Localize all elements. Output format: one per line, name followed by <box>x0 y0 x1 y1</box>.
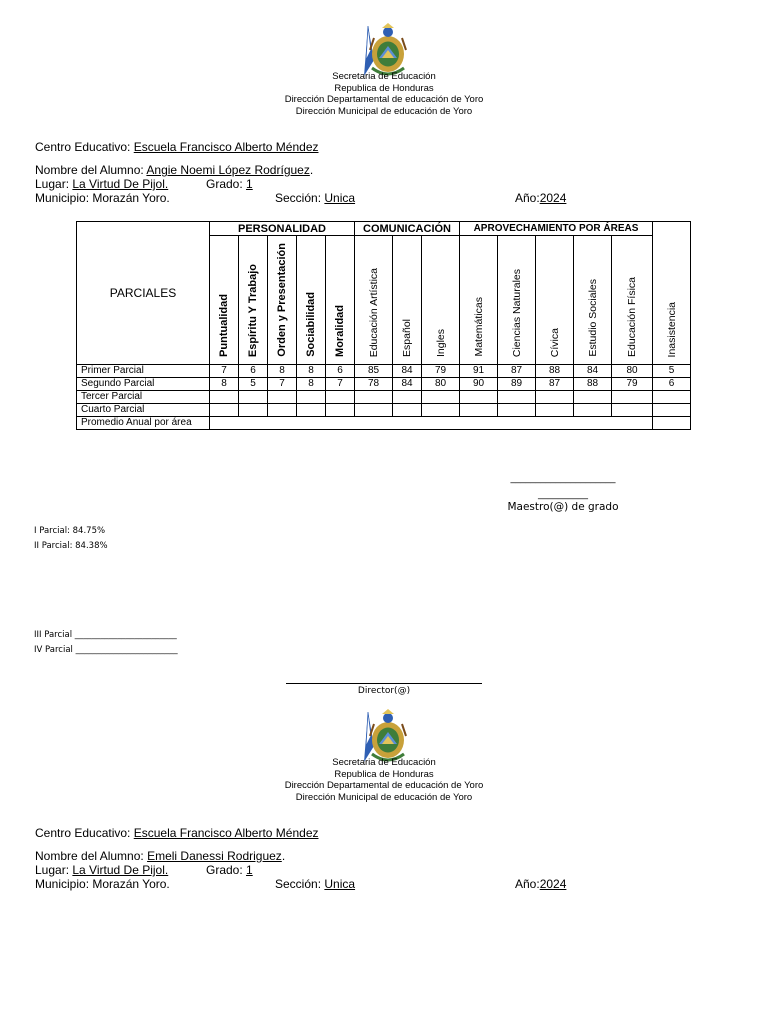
alumno-line: Nombre del Alumno: Angie Noemi López Rodríguez. <box>35 163 314 177</box>
lugar-value: La Virtud De Pijol. <box>72 863 169 877</box>
institution-header <box>0 71 768 117</box>
subject-label: Español <box>401 319 413 357</box>
header-line: Dirección Departamental de educación de Yoro <box>284 94 484 105</box>
grade-cell <box>326 404 355 417</box>
grade-cell <box>422 391 460 404</box>
municipio-value: Morazán Yoro. <box>92 877 170 891</box>
grade-cell <box>393 404 422 417</box>
subject-header <box>239 236 268 365</box>
subject-header <box>460 236 498 365</box>
alumno-value: Angie Noemi López Rodríguez <box>146 163 310 177</box>
municipio-label: Municipio: <box>35 877 90 891</box>
anio-line <box>515 191 566 205</box>
grade-cell: 8 <box>297 378 326 391</box>
lugar-line <box>35 863 168 877</box>
anio-value: 2024 <box>539 191 567 205</box>
summary-parcial-3: III Parcial ________________________ <box>34 630 177 640</box>
subject-label: Moralidad <box>334 305 346 357</box>
lugar-label: Lugar: <box>35 177 70 191</box>
grade-cell: 7 <box>210 365 239 378</box>
summary-parcial-2: II Parcial: 84.38% <box>34 541 108 551</box>
grado-value: 1 <box>246 863 253 877</box>
grades-table <box>76 221 691 430</box>
group-comunicacion: COMUNICACIÓN <box>355 222 460 236</box>
grade-cell: 85 <box>355 365 393 378</box>
parciales-header: PARCIALES <box>77 222 210 365</box>
grade-cell: 6 <box>326 365 355 378</box>
subject-label: Sociabilidad <box>305 292 317 357</box>
grade-cell <box>297 391 326 404</box>
subject-header <box>268 236 297 365</box>
grade-cell: 5 <box>239 378 268 391</box>
grade-cell <box>574 404 612 417</box>
municipio-label: Municipio: <box>35 191 90 205</box>
table-row <box>77 378 691 391</box>
grade-cell: 84 <box>574 365 612 378</box>
centro-educativo-line <box>35 140 319 154</box>
grade-cell: 84 <box>393 365 422 378</box>
alumno-value: Emeli Danessi Rodriguez <box>147 849 282 863</box>
lugar-value: La Virtud De Pijol. <box>72 177 169 191</box>
subject-header <box>612 236 653 365</box>
grade-cell <box>393 391 422 404</box>
institution-header <box>0 757 768 803</box>
grade-cell <box>460 391 498 404</box>
centro-value: Escuela Francisco Alberto Méndez <box>133 826 319 840</box>
row-label: Tercer Parcial <box>77 391 210 404</box>
subject-label: Matemáticas <box>472 297 485 357</box>
lugar-label: Lugar: <box>35 863 70 877</box>
grade-cell <box>574 391 612 404</box>
table-row <box>77 404 691 417</box>
header-line: Secretaria de Educación <box>332 71 436 82</box>
subject-label: Ingles <box>434 328 447 357</box>
grado-value: 1 <box>246 177 253 191</box>
subject-header <box>326 236 355 365</box>
grade-cell: 88 <box>574 378 612 391</box>
row-label: Cuarto Parcial <box>77 404 210 417</box>
grade-cell: 89 <box>498 378 536 391</box>
grade-cell: 5 <box>653 365 691 378</box>
table-row <box>77 391 691 404</box>
maestro-signature-line: _____________________ <box>510 473 616 484</box>
director-label: Director(@) <box>357 686 411 696</box>
grade-cell: 84 <box>393 378 422 391</box>
subject-header <box>393 236 422 365</box>
grade-cell <box>210 391 239 404</box>
grade-cell <box>422 404 460 417</box>
centro-label: Centro Educativo: <box>35 140 131 154</box>
grade-cell <box>210 404 239 417</box>
group-personalidad: PERSONALIDAD <box>210 222 355 236</box>
grade-cell: 87 <box>498 365 536 378</box>
header-line: Dirección Municipal de educación de Yoro <box>295 791 473 803</box>
anio-label: Año: <box>515 877 540 891</box>
subject-header <box>210 236 239 365</box>
municipio-value: Morazán Yoro. <box>92 191 170 205</box>
grade-cell: 7 <box>326 378 355 391</box>
grado-line <box>206 863 253 877</box>
grade-cell <box>653 404 691 417</box>
anio-value: 2024 <box>539 877 567 891</box>
subject-header <box>574 236 612 365</box>
subject-label: Cívica <box>548 327 561 357</box>
grade-cell: 91 <box>460 365 498 378</box>
grade-cell <box>536 391 574 404</box>
subject-label: Estudio Sociales <box>586 279 599 357</box>
grade-cell: 6 <box>239 365 268 378</box>
row-label: Primer Parcial <box>77 365 210 378</box>
promedio-inasistencia-cell <box>653 417 691 430</box>
subject-label: Espíritu Y Trabajo <box>247 263 259 357</box>
grade-cell <box>653 391 691 404</box>
grade-cell: 8 <box>268 365 297 378</box>
seccion-label: Sección: <box>275 877 322 891</box>
header-line: Republica de Honduras <box>334 768 434 780</box>
header-line: Dirección Municipal de educación de Yoro <box>295 105 473 117</box>
subject-header <box>498 236 536 365</box>
table-row <box>77 365 691 378</box>
summary-parcial-4: IV Parcial ________________________ <box>34 645 178 655</box>
subject-label: Educación Física <box>626 277 638 357</box>
grade-cell: 80 <box>612 365 653 378</box>
alumno-label: Nombre del Alumno: <box>35 163 144 177</box>
lugar-line <box>35 177 168 191</box>
grade-cell: 80 <box>422 378 460 391</box>
maestro-signature-line-short: __________ <box>538 489 588 500</box>
director-signature-rule <box>286 683 482 684</box>
grado-line <box>206 177 253 191</box>
grade-cell <box>460 404 498 417</box>
grade-cell <box>498 391 536 404</box>
subject-header <box>297 236 326 365</box>
grade-cell <box>268 391 297 404</box>
grade-cell: 6 <box>653 378 691 391</box>
grade-cell <box>612 391 653 404</box>
grado-label: Grado: <box>206 863 243 877</box>
centro-label: Centro Educativo: <box>35 826 131 840</box>
header-line: Dirección Departamental de educación de Yoro <box>284 780 484 791</box>
grado-label: Grado: <box>206 177 243 191</box>
grade-cell <box>239 404 268 417</box>
grade-cell: 87 <box>536 378 574 391</box>
promedio-cell <box>210 417 653 430</box>
grade-cell <box>297 404 326 417</box>
alumno-label: Nombre del Alumno: <box>35 849 144 863</box>
subject-header <box>536 236 574 365</box>
grade-cell <box>326 391 355 404</box>
summary-parcial-1: I Parcial: 84.75% <box>34 526 106 536</box>
municipio-line <box>35 191 170 205</box>
seccion-line <box>275 877 355 891</box>
municipio-line <box>35 877 170 891</box>
centro-educativo-line <box>35 826 319 840</box>
maestro-label: Maestro(@) de grado <box>507 501 619 513</box>
grade-cell: 7 <box>268 378 297 391</box>
grade-cell: 8 <box>210 378 239 391</box>
header-line: Republica de Honduras <box>334 82 434 94</box>
grade-cell <box>536 404 574 417</box>
group-aprovechamiento: APROVECHAMIENTO POR ÁREAS <box>460 222 653 236</box>
grade-cell: 79 <box>612 378 653 391</box>
grade-cell: 90 <box>460 378 498 391</box>
grade-cell <box>612 404 653 417</box>
grade-cell <box>355 391 393 404</box>
row-label: Segundo Parcial <box>77 378 210 391</box>
grade-cell <box>239 391 268 404</box>
grade-cell: 8 <box>297 365 326 378</box>
grade-cell: 88 <box>536 365 574 378</box>
promedio-label: Promedio Anual por área <box>77 417 210 430</box>
alumno-line: Nombre del Alumno: Emeli Danessi Rodriguez. <box>35 849 286 863</box>
subject-header <box>422 236 460 365</box>
anio-line <box>515 877 566 891</box>
grade-cell <box>355 404 393 417</box>
anio-label: Año: <box>515 191 540 205</box>
subject-label: Ciencias Naturales <box>510 268 523 357</box>
seccion-value: Unica <box>324 191 356 205</box>
seccion-label: Sección: <box>275 191 322 205</box>
subject-label: Educación Artística <box>367 267 380 357</box>
centro-value: Escuela Francisco Alberto Méndez <box>133 140 319 154</box>
subject-label: Puntualidad <box>218 294 230 357</box>
seccion-value: Unica <box>324 877 356 891</box>
grade-rows <box>77 365 691 417</box>
seccion-line <box>275 191 355 205</box>
subject-label: Inasistencia <box>665 301 678 357</box>
grade-cell <box>268 404 297 417</box>
header-line: Secretaria de Educación <box>332 757 436 768</box>
grade-cell: 79 <box>422 365 460 378</box>
subject-label: Orden y Presentación <box>276 243 288 357</box>
grade-cell <box>498 404 536 417</box>
grade-cell: 78 <box>355 378 393 391</box>
subject-header <box>653 222 691 365</box>
subject-header <box>355 236 393 365</box>
